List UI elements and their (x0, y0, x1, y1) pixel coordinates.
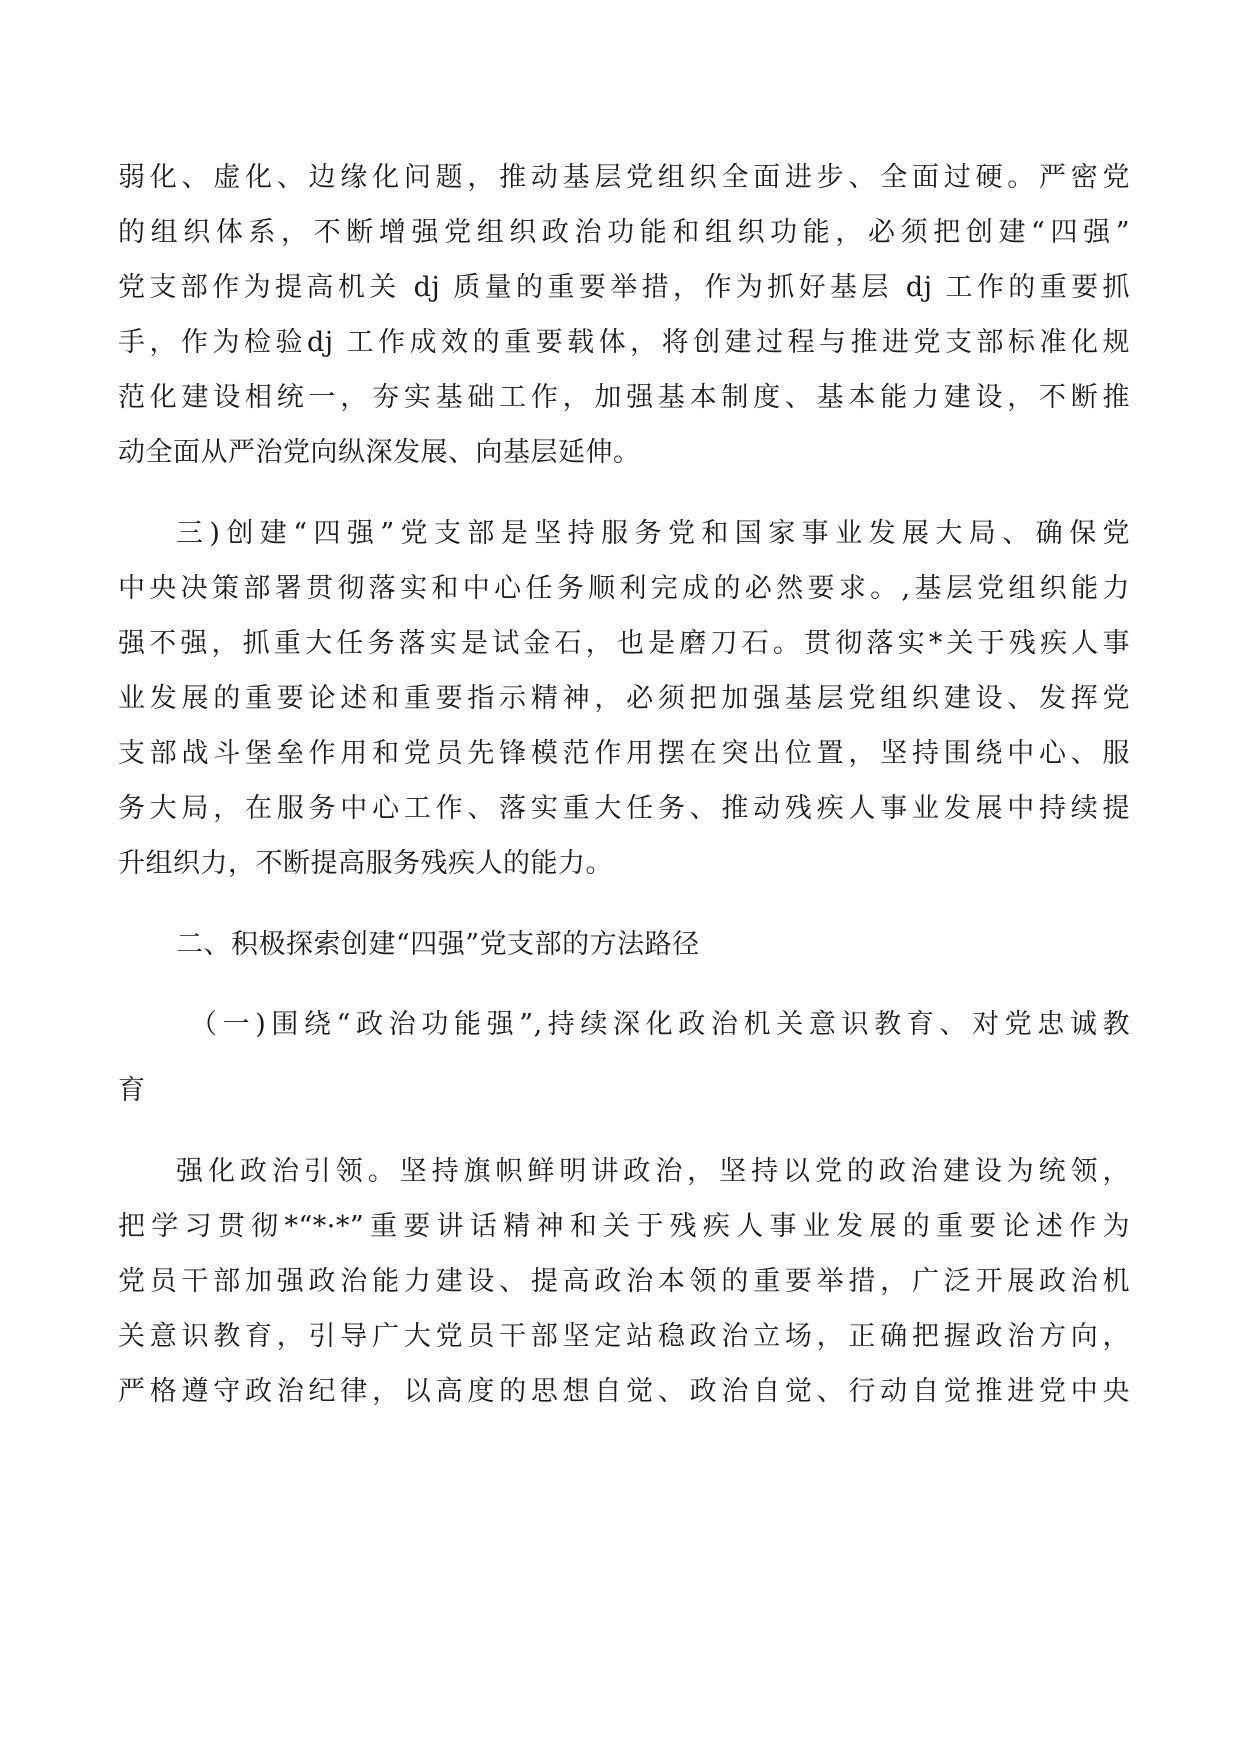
body-text-line: 强不强，抓重大任务落实是试金石，也是磨刀石。贯彻落实*关于残疾人事 (118, 628, 1130, 659)
body-text-line: 务大局，在服务中心工作、落实重大任务、推动残疾人事业发展中持续提 (118, 793, 1130, 824)
body-text-line: 业发展的重要论述和重要指示精神，必须把加强基层党组织建设、发挥党 (118, 683, 1130, 714)
section-heading: 二、积极探索创建“四强”党支部的方法路径 (176, 929, 700, 960)
body-text-line: 动全面从严治党向纵深发展、向基层延伸。 (118, 437, 641, 468)
body-text-line: 强化政治引领。坚持旗帜鲜明讲政治，坚持以党的政治建设为统领， (176, 1156, 1130, 1187)
body-text-line: 中央决策部署贯彻落实和中心任务顺利完成的必然要求。,基层党组织能力 (118, 573, 1130, 604)
body-text-line: 的组织体系，不断增强党组织政治功能和组织功能，必须把创建“四强” (118, 217, 1130, 248)
body-text-line: 范化建设相统一，夯实基础工作，加强基本制度、基本能力建设，不断推 (118, 382, 1130, 413)
body-text-line: 关意识教育，引导广大党员干部坚定站稳政治立场，正确把握政治方向， (118, 1321, 1130, 1352)
body-text-line: 严格遵守政治纪律，以高度的思想自觉、政治自觉、行动自觉推进党中央 (118, 1376, 1130, 1407)
body-text-line: 升组织力，不断提高服务残疾人的能力。 (118, 848, 613, 879)
body-text-line: 支部战斗堡垒作用和党员先锋模范作用摆在突出位置，坚持围绕中心、服 (118, 738, 1130, 769)
subsection-heading: （一)围绕“政治功能强”,持续深化政治机关意识教育、对党忠诚教 (190, 1009, 1130, 1040)
body-text-line: 三)创建“四强”党支部是坚持服务党和国家事业发展大局、确保党 (176, 518, 1130, 549)
subsection-heading-continuation: 育 (118, 1075, 146, 1106)
body-text-line: 党支部作为提高机关 dj 质量的重要举措，作为抓好基层 dj 工作的重要抓 (118, 272, 1130, 303)
body-text-line: 弱化、虚化、边缘化问题，推动基层党组织全面进步、全面过硬。严密党 (118, 162, 1130, 193)
body-text-line: 把学习贯彻*“*·*”重要讲话精神和关于残疾人事业发展的重要论述作为 (118, 1211, 1130, 1242)
body-text-line: 党员干部加强政治能力建设、提高政治本领的重要举措，广泛开展政治机 (118, 1266, 1130, 1297)
body-text-line: 手，作为检验dj 工作成效的重要载体，将创建过程与推进党支部标准化规 (118, 327, 1130, 358)
